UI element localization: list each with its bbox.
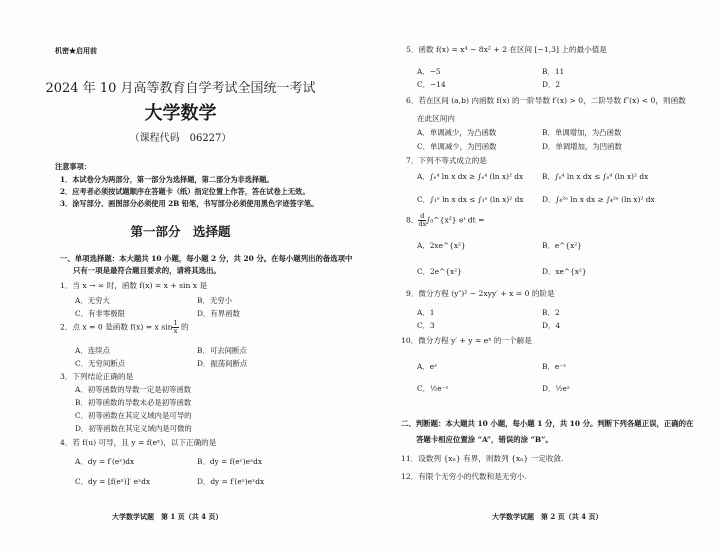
q4-option-c: C．dy = [f(eˣ)]′ eˣdx [75, 477, 151, 486]
q9-option-d: D．4 [542, 321, 561, 330]
q10-option-d: D．½eˣ [542, 384, 570, 393]
question-10-stem: 10．微分方程 y′ + y = eˣ 的一个解是 [401, 336, 532, 345]
q2-option-c: C．无穷间断点 [75, 359, 125, 368]
section1-heading-cont: 只有一项是最符合题目要求的，请将其选出。 [73, 266, 221, 275]
judgment-12: 12．有限个无穷小的代数和是无穷小. [401, 472, 527, 481]
frac-num: d [420, 212, 425, 220]
q10-option-c: C．½e⁻ˣ [417, 384, 449, 393]
q8-option-a: A．2xe^{x²} [417, 241, 466, 250]
question-5-stem: 5．函数 f(x) = x⁴ − 8x² + 2 在区间 [−1,3] 上的最小值是 [406, 45, 607, 54]
frac-den: dx [418, 220, 427, 228]
q2-option-a: A．连续点 [75, 346, 110, 355]
confidential-label: 机密★启用前 [55, 46, 97, 55]
q9-option-a: A．1 [417, 308, 435, 317]
q7-option-b: B．∫ₑ⁴ ln x dx ≤ ∫ₑ⁴ (ln x)² dx [542, 172, 649, 181]
q3-option-c: C．初等函数在其定义域内是可导的 [75, 411, 192, 420]
q2-stem-pre: 2．点 x = 0 是函数 f(x) = x sin [60, 322, 173, 332]
q7-option-a: A．∫ₑ⁴ ln x dx ≥ ∫ₑ⁴ (ln x)² dx [417, 172, 524, 181]
section2-heading: 二、判断题：本大题共 10 小题，每小题 1 分，共 10 分。判断下列各题正误，正确的在 [401, 419, 694, 428]
q8-option-c: C．2e^{x²} [417, 267, 462, 276]
q8-option-d: D．xe^{x²} [542, 267, 587, 276]
q2-option-d: D．振荡间断点 [197, 359, 248, 368]
q6-option-c: C．单调减少，为凹函数 [417, 142, 497, 151]
q3-option-b: B．初等函数的导数未必是初等函数 [75, 398, 192, 407]
question-6-stem-cont: 在此区间内 [417, 114, 455, 123]
exam-title: 2024 年 10 月高等教育自学考试全国统一考试 [45, 81, 316, 96]
q4-option-a: A．dy = f′(eˣ)dx [75, 457, 135, 466]
notes-heading: 注意事项： [55, 162, 91, 171]
question-9-stem: 9．微分方程 (y″)² − 2xyy′ + x = 0 的阶是 [406, 289, 555, 298]
q5-option-c: C．−14 [417, 80, 446, 89]
q4-option-d: D．dy = f′(eˣ)eˣdx [197, 477, 265, 486]
q9-option-b: B．2 [542, 308, 560, 317]
question-6-stem: 6．若在区间 (a,b) 内函数 f(x) 的一阶导数 f′(x) > 0，二阶导数 f″(x) < 0，则函数 [406, 96, 686, 105]
q5-option-b: B．11 [542, 67, 565, 76]
q7-option-d: D．∫₄²ᵉ ln x dx ≥ ∫₄²ᵉ (ln x)² dx [542, 195, 655, 204]
q1-option-a: A．无穷大 [75, 296, 110, 305]
q5-option-d: D．2 [542, 80, 561, 89]
frac-den: x [173, 327, 178, 335]
q6-option-a: A．单调减少，为凸函数 [417, 128, 497, 137]
q8-option-b: B．e^{x²} [542, 241, 582, 250]
q1-option-d: D．有界函数 [197, 309, 240, 318]
note-item: 3．涂写部分、画图部分必须使用 2B 铅笔，书写部分必须使用黑色字迹签字笔。 [60, 199, 319, 208]
q8-stem-pre: 8． [406, 215, 419, 225]
q7-option-c: C．∫₁ᵉ ln x dx ≤ ∫₁ᵉ (ln x)² dx [417, 195, 524, 204]
section2-heading-cont: 答题卡相应位置涂 “A”，错误的涂 “B”。 [416, 435, 553, 444]
q6-option-b: B．单调增加，为凸函数 [542, 128, 622, 137]
q6-option-d: D．单调增加，为凹函数 [542, 142, 622, 151]
part-title: 第一部分 选择题 [130, 224, 231, 239]
course-code: （课程代码 06227） [129, 133, 232, 144]
q10-option-a: A．eˣ [417, 362, 438, 371]
q4-option-b: B．dy = f(eˣ)eˣdx [197, 457, 263, 466]
question-2-stem [60, 320, 189, 335]
question-3-stem: 3．下列结论正确的是 [60, 372, 134, 381]
question-4-stem: 4．若 f(u) 可导，且 y = f(eˣ)，以下正确的是 [60, 438, 217, 447]
q1-option-c: C．有非零极限 [75, 309, 125, 318]
page-2-footer: 大学数学试题 第 2 页（共 4 页） [492, 512, 603, 521]
page-1-footer: 大学数学试题 第 1 页（共 4 页） [112, 512, 223, 521]
frac-num: 1 [173, 319, 178, 327]
q2-stem-post: 的 [178, 322, 189, 332]
question-8-stem [406, 213, 485, 228]
q10-option-b: B．e⁻ˣ [542, 362, 567, 371]
note-item: 1．本试卷分为两部分，第一部分为选择题，第二部分为非选择题。 [60, 175, 274, 184]
q2-option-b: B．可去间断点 [197, 346, 247, 355]
q3-option-d: D．初等函数在其定义域内是可微的 [75, 424, 192, 433]
judgment-11: 11．设数列 {xₙ} 有界，则数列 {xₙ} 一定收敛. [401, 454, 564, 463]
note-item: 2．应考者必须按试题顺序在答题卡（纸）指定位置上作答，答在试卷上无效。 [60, 187, 310, 196]
q5-option-a: A．−5 [417, 67, 441, 76]
exam-page-2 [361, 0, 722, 550]
q1-option-b: B．无穷小 [197, 296, 232, 305]
q9-option-c: C．3 [417, 321, 435, 330]
section1-heading: 一、单项选择题：本大题共 10 小题，每小题 2 分，共 20 分。在每小题列出的备选项中 [60, 254, 353, 263]
question-7-stem: 7．下列不等式成立的是 [406, 156, 487, 165]
question-1-stem: 1．当 x → ∞ 时，函数 f(x) = x + sin x 是 [60, 281, 208, 290]
q8-stem-post: ∫₀^{x²} eᵗ dt = [426, 215, 485, 225]
subject-title: 大学数学 [144, 103, 217, 124]
q3-option-a: A．初等函数的导数一定是初等函数 [75, 385, 192, 394]
